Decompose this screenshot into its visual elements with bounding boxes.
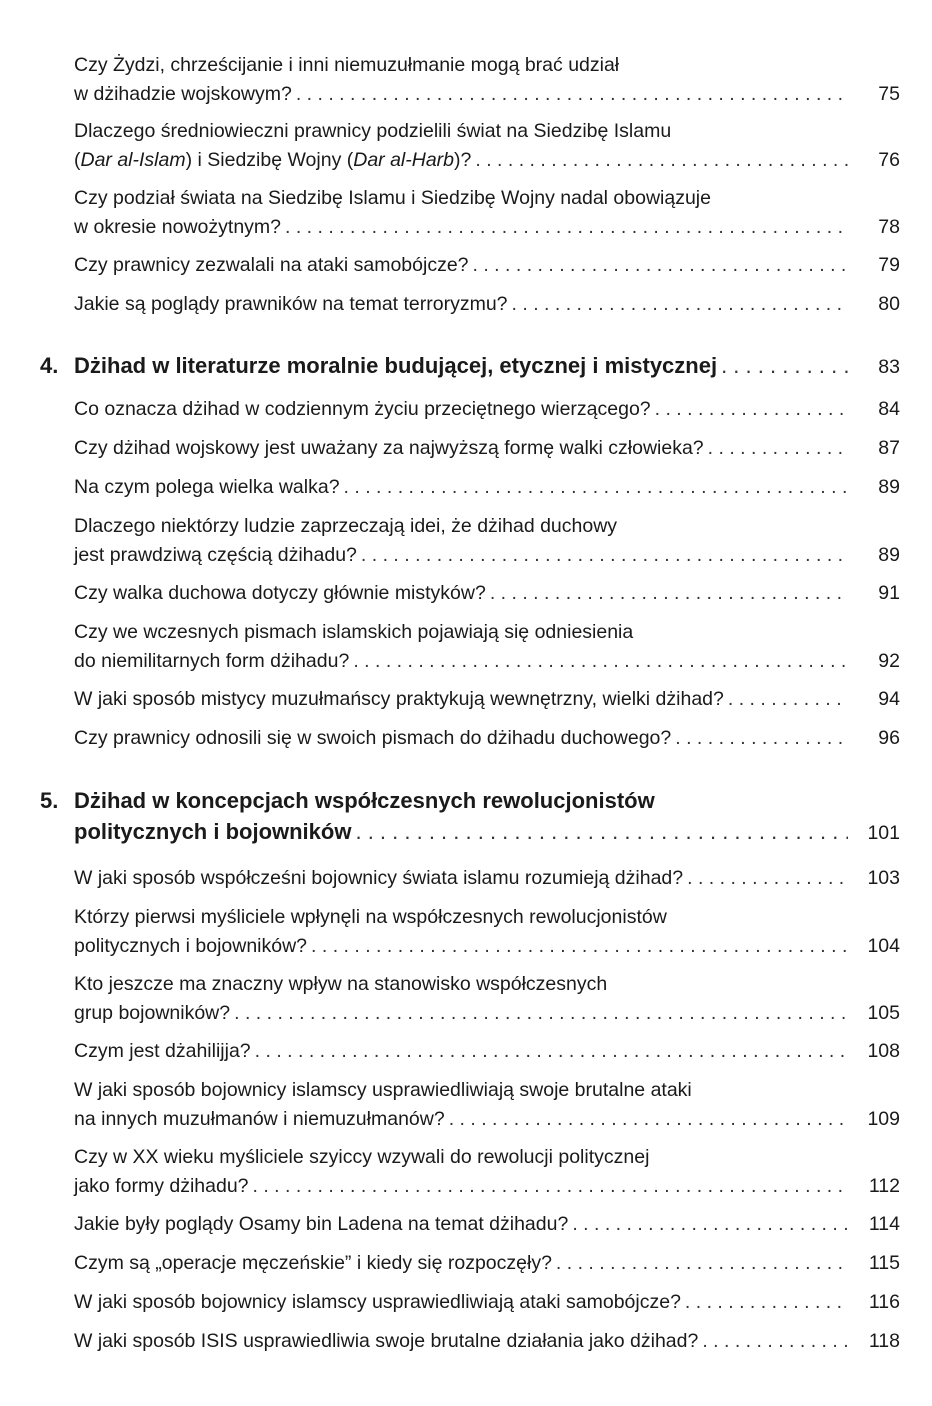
toc-entry	[74, 903, 900, 961]
dot-leader	[361, 541, 848, 570]
page-number: 87	[878, 437, 900, 459]
toc-entry	[74, 618, 900, 676]
dot-leader	[728, 685, 848, 714]
page-number: 84	[878, 398, 900, 420]
page-number: 89	[878, 544, 900, 566]
toc-entry	[74, 970, 900, 1028]
page-number: 118	[868, 1330, 900, 1352]
entry-title-line-italic-terms: (Dar al-Islam) i Siedzibę Wojny (Dar al-Harb)?	[74, 149, 472, 171]
page-number: 76	[878, 149, 900, 171]
page-number: 91	[878, 582, 900, 604]
chapter-number: 5.	[40, 788, 59, 813]
page-number: 94	[878, 688, 900, 710]
dot-leader	[473, 251, 848, 280]
dot-leader	[285, 213, 848, 242]
chapter-number: 4.	[40, 353, 59, 378]
dot-leader	[353, 647, 848, 676]
dot-leader	[311, 932, 848, 961]
entry-title-line: do niemilitarnych form dżihadu?	[74, 650, 350, 672]
dot-leader	[255, 1037, 848, 1066]
toc-entry	[74, 512, 900, 570]
entry-title-line: Co oznacza dżihad w codziennym życiu przeciętnego wierzącego?	[74, 398, 651, 420]
entry-title-line: w okresie nowożytnym?	[74, 216, 281, 238]
entry-title-line: jest prawdziwą częścią dżihadu?	[74, 544, 357, 566]
dot-leader	[556, 1249, 848, 1278]
page-number: 115	[868, 1252, 900, 1274]
entry-title-line: Dlaczego niektórzy ludzie zaprzeczają idei, że dżihad duchowy	[74, 515, 618, 537]
entry-title-line: W jaki sposób bojownicy islamscy usprawiedliwiają swoje brutalne ataki	[74, 1079, 692, 1101]
entry-title-line: jako formy dżihadu?	[74, 1175, 249, 1197]
dot-leader	[344, 473, 848, 502]
page-number: 83	[878, 356, 900, 378]
entry-title-line: na innych muzułmanów i niemuzułmanów?	[74, 1108, 445, 1130]
toc-entry	[74, 395, 900, 424]
dot-leader	[253, 1172, 848, 1201]
dot-leader	[355, 816, 848, 847]
toc-entry	[74, 579, 900, 608]
entry-title-line: Dlaczego średniowieczni prawnicy podzielili świat na Siedzibę Islamu	[74, 120, 672, 142]
page-number: 96	[878, 727, 900, 749]
dot-leader	[475, 146, 848, 175]
dot-leader	[655, 395, 848, 424]
page-number: 103	[867, 867, 900, 889]
entry-title-line: Na czym polega wielka walka?	[74, 476, 340, 498]
entry-title-line: Czy podział świata na Siedzibę Islamu i Siedzibę Wojny nadal obowiązuje	[74, 187, 711, 209]
entry-title-line: Czy Żydzi, chrześcijanie i inni niemuzułmanie mogą brać udział	[74, 54, 620, 76]
page-number: 80	[878, 293, 900, 315]
page-number: 75	[878, 83, 900, 105]
dot-leader	[708, 434, 848, 463]
entry-title-line: W jaki sposób bojownicy islamscy usprawiedliwiają ataki samobójcze?	[74, 1291, 681, 1313]
page-number: 105	[867, 1002, 900, 1024]
dot-leader	[490, 579, 848, 608]
toc-entry	[74, 1249, 900, 1278]
entry-title-line: grup bojowników?	[74, 1002, 231, 1024]
dot-leader	[721, 350, 848, 381]
page-number: 116	[868, 1291, 900, 1313]
entry-title-line: Czy walka duchowa dotyczy głównie mistyków?	[74, 582, 486, 604]
page-number: 89	[878, 476, 900, 498]
dot-leader	[572, 1210, 848, 1239]
page-number: 108	[867, 1040, 900, 1062]
chapter-heading	[40, 350, 900, 383]
toc-entry	[74, 1210, 900, 1239]
toc-entry	[74, 251, 900, 280]
italic-term-dar-al-harb: Dar al-Harb	[353, 149, 455, 171]
entry-title-line: Czym są „operacje męczeńskie” i kiedy się rozpoczęły?	[74, 1252, 552, 1274]
dot-leader	[687, 864, 848, 893]
toc-entry	[74, 1037, 900, 1066]
page-number: 112	[868, 1175, 900, 1197]
toc-entry	[74, 1076, 900, 1134]
entry-title-line: Jakie były poglądy Osamy bin Ladena na temat dżihadu?	[74, 1213, 569, 1235]
dot-leader	[449, 1105, 848, 1134]
page-number: 104	[867, 935, 900, 957]
entry-title-line: W jaki sposób mistycy muzułmańscy praktykują wewnętrzny, wielki dżihad?	[74, 688, 724, 710]
dot-leader	[512, 290, 848, 319]
toc-entry	[74, 290, 900, 319]
toc-entry	[74, 51, 900, 109]
page-number: 114	[868, 1213, 900, 1235]
chapter-heading	[40, 785, 900, 849]
entry-title-line: Czy we wczesnych pismach islamskich pojawiają się odniesienia	[74, 621, 634, 643]
page-number: 101	[867, 822, 900, 844]
entry-title-line: Czy prawnicy zezwalali na ataki samobójcze?	[74, 254, 469, 276]
chapter-title-line: Dżihad w literaturze moralnie budującej, etycznej i mistycznej	[74, 353, 718, 378]
toc-entry	[74, 1143, 900, 1201]
toc-entry	[74, 434, 900, 463]
entry-title-line: Kto jeszcze ma znaczny wpływ na stanowisko współczesnych	[74, 973, 608, 995]
entry-title-line: politycznych i bojowników?	[74, 935, 308, 957]
entry-title-line: Jakie są poglądy prawników na temat terroryzmu?	[74, 293, 508, 315]
chapter-title-line: Dżihad w koncepcjach współczesnych rewolucjonistów	[74, 788, 655, 813]
dot-leader	[675, 724, 848, 753]
entry-title-line: Czym jest dżahilijja?	[74, 1040, 251, 1062]
toc-entry	[74, 473, 900, 502]
dot-leader	[702, 1327, 848, 1356]
dot-leader	[296, 80, 848, 109]
entry-title-line: Czy dżihad wojskowy jest uważany za najwyższą formę walki człowieka?	[74, 437, 704, 459]
entry-title-line: Którzy pierwsi myśliciele wpłynęli na współczesnych rewolucjonistów	[74, 906, 667, 928]
entry-title-line: w dżihadzie wojskowym?	[74, 83, 292, 105]
entry-title-line: W jaki sposób współcześni bojownicy świata islamu rozumieją dżihad?	[74, 867, 684, 889]
page-number: 78	[878, 216, 900, 238]
toc-entry	[74, 685, 900, 714]
page-number: 92	[878, 650, 900, 672]
entry-title-line: Czy w XX wieku myśliciele szyiccy wzywali do rewolucji politycznej	[74, 1146, 650, 1168]
entry-title-line: W jaki sposób ISIS usprawiedliwia swoje brutalne działania jako dżihad?	[74, 1330, 699, 1352]
dot-leader	[234, 999, 848, 1028]
dot-leader	[685, 1288, 848, 1317]
toc-entry	[74, 1327, 900, 1356]
chapter-title-line: politycznych i bojowników	[74, 819, 352, 844]
page-number: 79	[878, 254, 900, 276]
italic-term-dar-al-islam: Dar al-Islam	[80, 149, 186, 171]
entry-title-line: Czy prawnicy odnosili się w swoich pismach do dżihadu duchowego?	[74, 727, 672, 749]
page-number: 109	[867, 1108, 900, 1130]
toc-entry	[74, 864, 900, 893]
toc-entry	[74, 1288, 900, 1317]
toc-entry	[74, 724, 900, 753]
toc-entry	[74, 117, 900, 175]
toc-entry	[74, 184, 900, 242]
